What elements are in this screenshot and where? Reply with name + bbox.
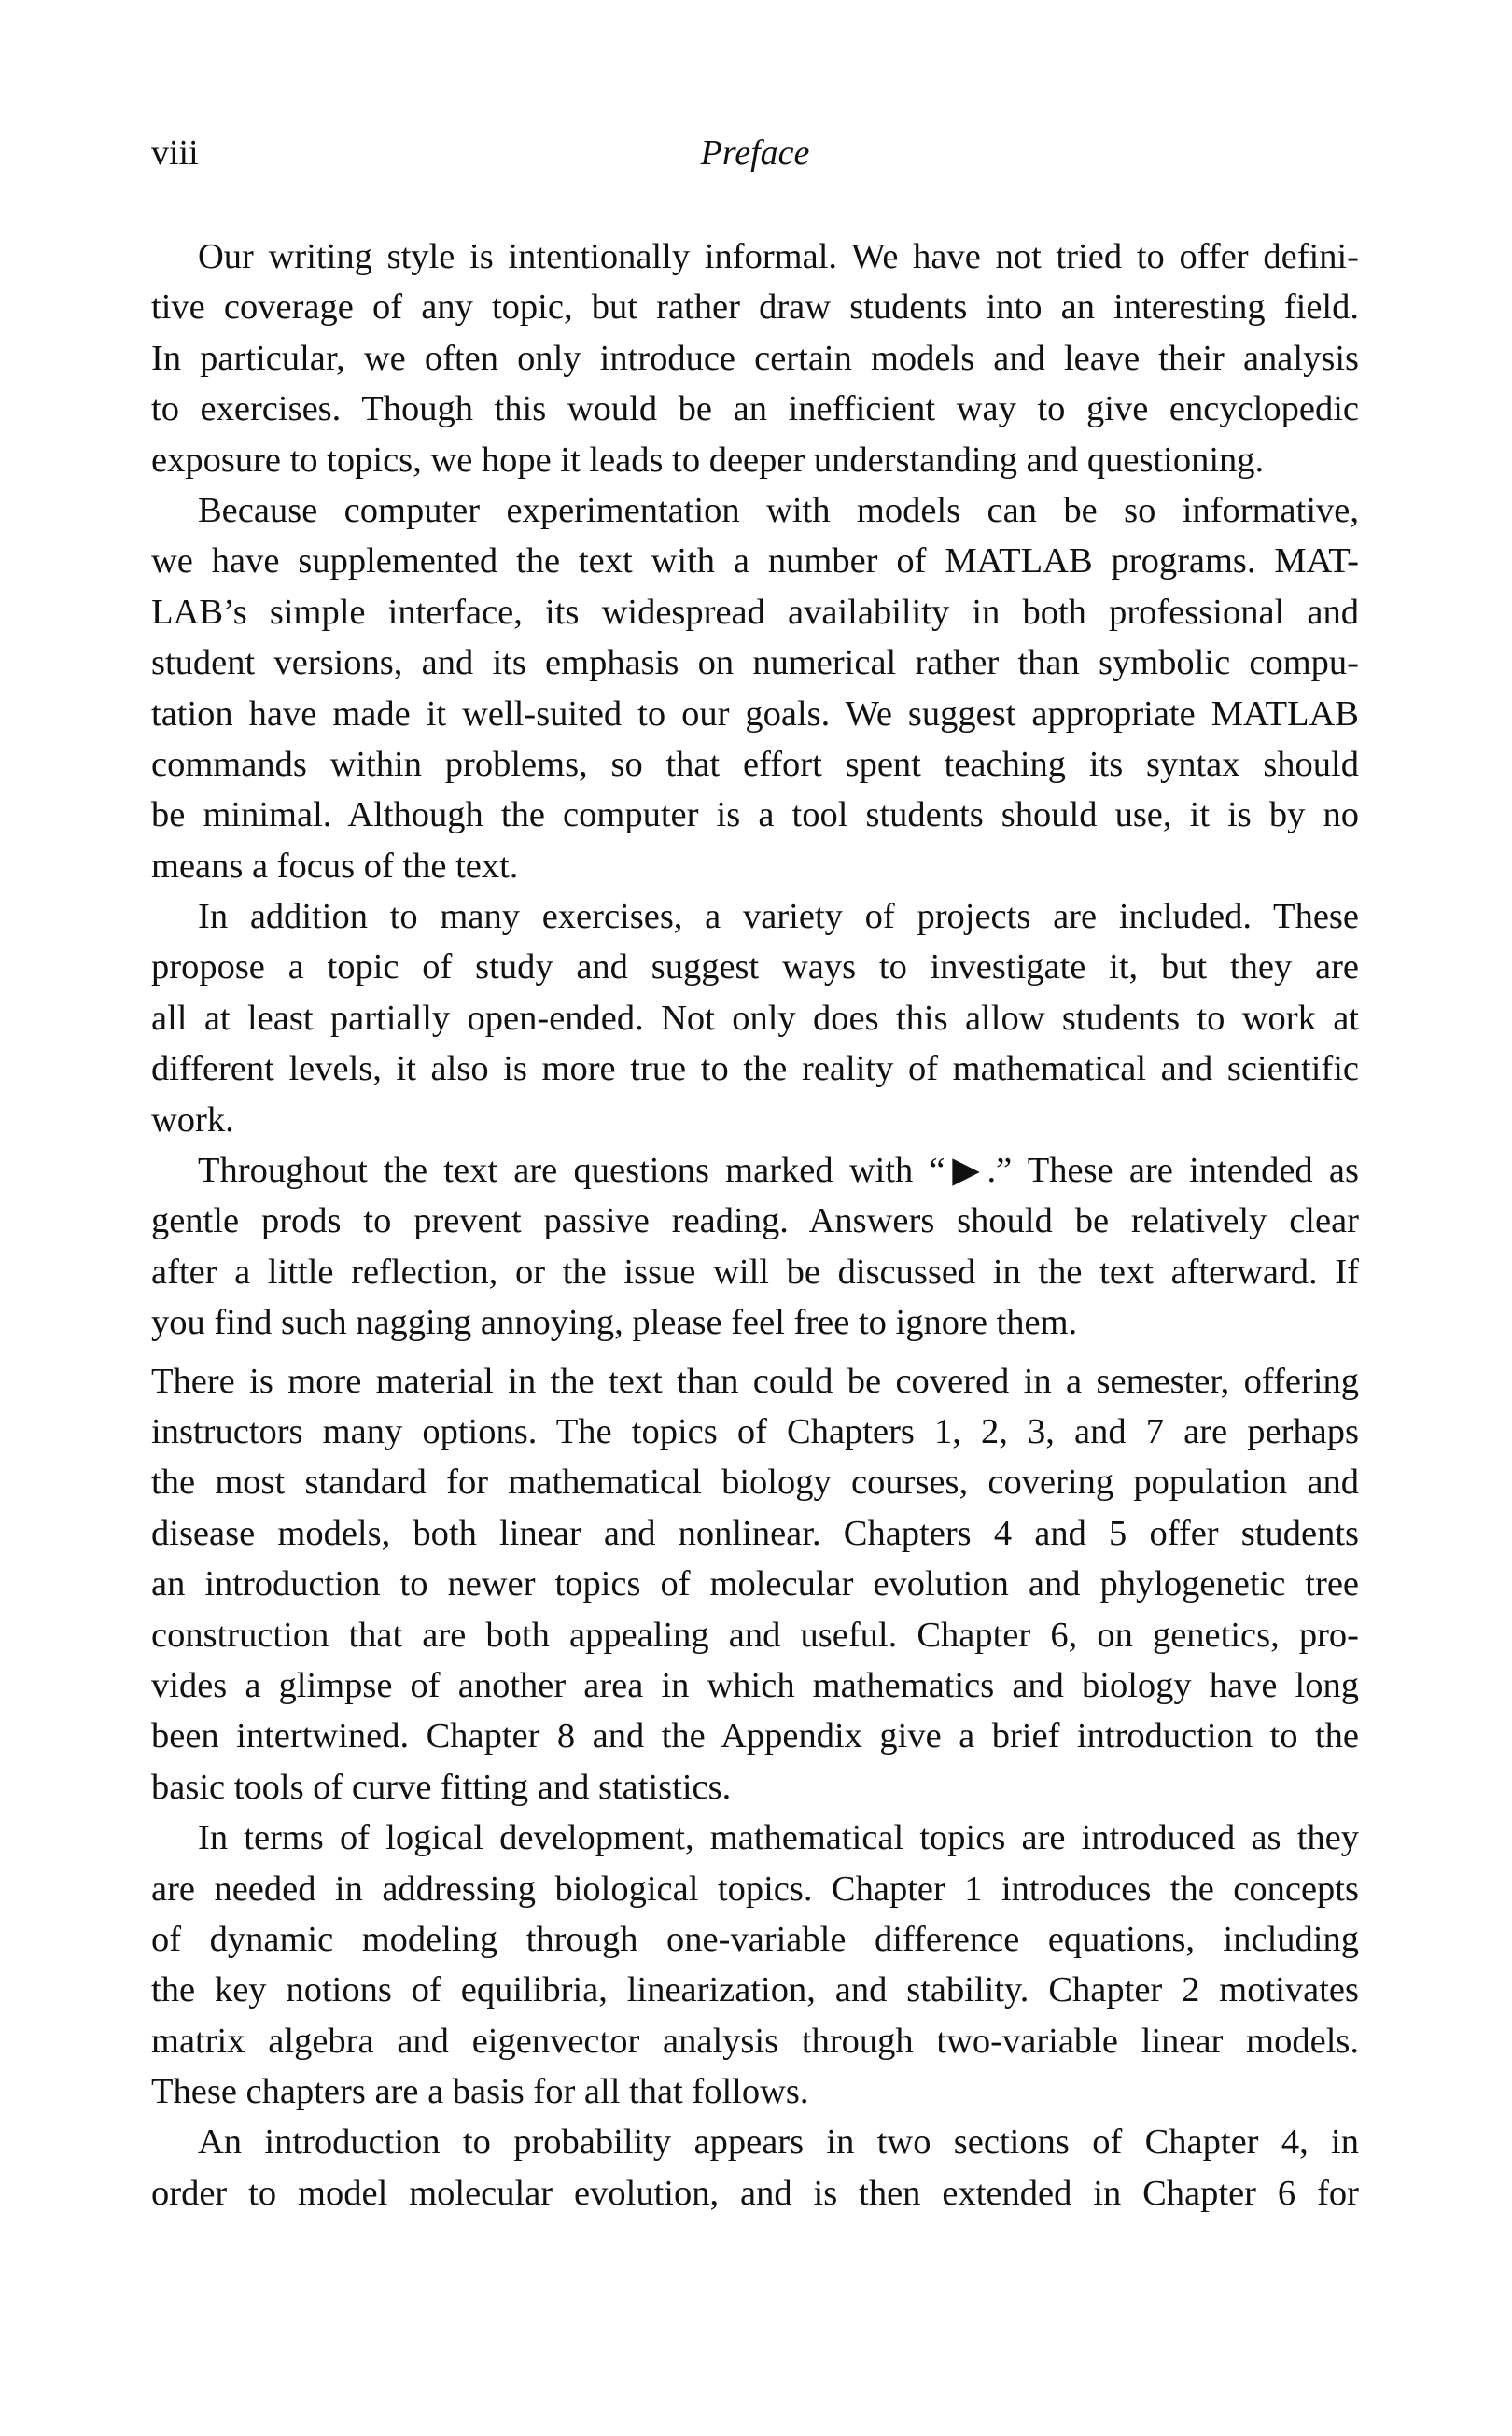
text-line: different levels, it also is more true to the reality of mathematical and scientific	[151, 1049, 1359, 1089]
text-line: been intertwined. Chapter 8 and the Appendix give a brief introduction to the	[151, 1716, 1359, 1757]
text-line: be minimal. Although the computer is a tool students should use, it is by no	[151, 795, 1359, 835]
text-line: In addition to many exercises, a variety of projects are included. These	[198, 897, 1359, 937]
paragraph-questions-marker	[151, 1145, 1359, 1349]
text-line: we have supplemented the text with a number of MATLAB programs. MAT-	[151, 541, 1359, 581]
text-line: after a little reflection, or the issue will be discussed in the text afterward. If	[151, 1252, 1359, 1292]
preface-body	[151, 231, 1359, 2219]
page-number: viii	[151, 133, 199, 173]
text-line: student versions, and its emphasis on numerical rather than symbolic compu-	[151, 643, 1359, 683]
text-line: work.	[151, 1099, 234, 1140]
text-line: exposure to topics, we hope it leads to deeper understanding and questioning.	[151, 440, 1265, 480]
text-line: Throughout the text are questions marked with “▶.” These are intended as	[198, 1151, 1359, 1191]
paragraph-probability	[151, 2117, 1359, 2219]
text-line: propose a topic of study and suggest ways to investigate it, but they are	[151, 947, 1359, 987]
text-line: all at least partially open-ended. Not only does this allow students to work at	[151, 998, 1359, 1038]
text-line: gentle prods to prevent passive reading. Answers should be relatively clear	[151, 1201, 1359, 1241]
text-line: matrix algebra and eigenvector analysis through two-variable linear models.	[151, 2021, 1359, 2061]
text-line: vides a glimpse of another area in which mathematics and biology have long	[151, 1665, 1359, 1705]
text-line: Because computer experimentation with models can be so informative,	[198, 490, 1359, 530]
text-line: to exercises. Though this would be an inefficient way to give encyclopedic	[151, 389, 1359, 429]
text-line: disease models, both linear and nonlinear. Chapters 4 and 5 offer students	[151, 1513, 1359, 1553]
paragraph-course-coverage	[151, 1356, 1359, 1813]
text-line: an introduction to newer topics of molecular evolution and phylogenetic tree	[151, 1564, 1359, 1604]
text-line: of dynamic modeling through one-variable difference equations, including	[151, 1919, 1359, 1959]
paragraph-logical-development	[151, 1813, 1359, 2117]
text-line: commands within problems, so that effort spent teaching its syntax should	[151, 744, 1359, 784]
text-line: the most standard for mathematical biology courses, covering population and	[151, 1463, 1359, 1503]
text-line: instructors many options. The topics of Chapters 1, 2, 3, and 7 are perhaps	[151, 1411, 1359, 1451]
running-head	[151, 131, 1359, 175]
text-line: These chapters are a basis for all that follows.	[151, 2072, 809, 2112]
text-line: the key notions of equilibria, linearization, and stability. Chapter 2 motivates	[151, 1970, 1359, 2010]
running-title: Preface	[700, 133, 810, 173]
paragraph-projects	[151, 891, 1359, 1145]
paragraph-matlab	[151, 485, 1359, 891]
text-line: In particular, we often only introduce certain models and leave their analysis	[151, 338, 1359, 378]
text-line: basic tools of curve fitting and statistics.	[151, 1767, 732, 1807]
text-line: LAB’s simple interface, its widespread availability in both professional and	[151, 592, 1359, 632]
text-line: construction that are both appealing and useful. Chapter 6, on genetics, pro-	[151, 1615, 1359, 1655]
text-line: you find such nagging annoying, please feel free to ignore them.	[151, 1303, 1078, 1343]
text-line: tive coverage of any topic, but rather draw students into an interesting field.	[151, 287, 1359, 328]
text-line: order to model molecular evolution, and is then extended in Chapter 6 for	[151, 2173, 1359, 2213]
paragraph-writing-style	[151, 231, 1359, 485]
text-line: means a focus of the text.	[151, 846, 519, 886]
text-line: There is more material in the text than could be covered in a semester, offering	[151, 1361, 1359, 1401]
text-line: are needed in addressing biological topics. Chapter 1 introduces the concepts	[151, 1869, 1359, 1909]
text-line: An introduction to probability appears in two sections of Chapter 4, in	[198, 2122, 1359, 2163]
text-line: tation have made it well-suited to our goals. We suggest appropriate MATLAB	[151, 693, 1359, 734]
text-line: Our writing style is intentionally informal. We have not tried to offer defini-	[198, 237, 1359, 276]
text-line: In terms of logical development, mathematical topics are introduced as they	[198, 1818, 1359, 1858]
